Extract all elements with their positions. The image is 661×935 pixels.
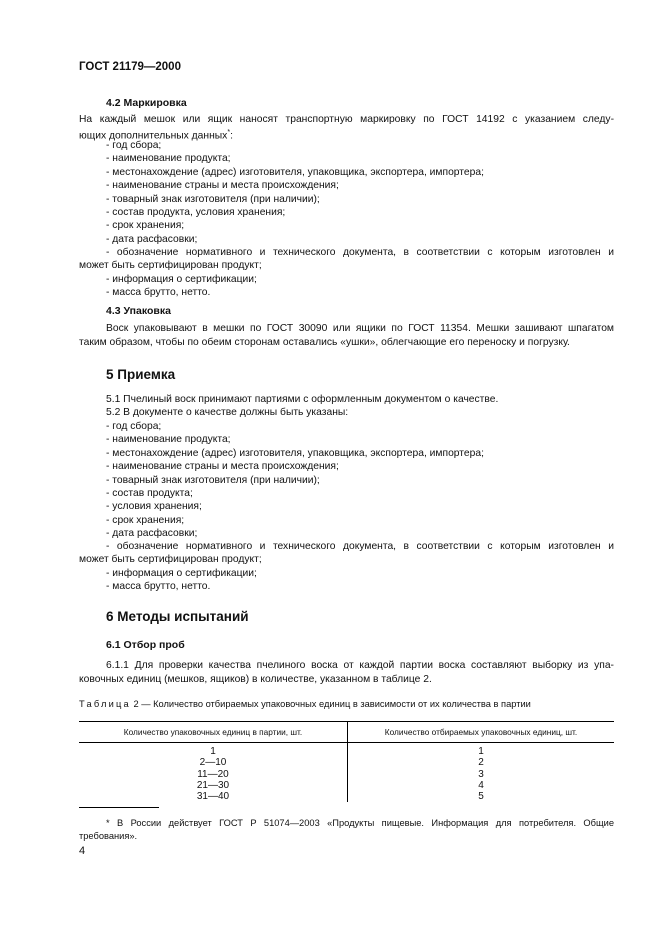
- list-item: - наименование продукта;: [106, 153, 231, 165]
- s43-line-1: Воск упаковывают в мешки по ГОСТ 30090 или ящики по ГОСТ 11354. Мешки зашивают шпагатом: [106, 323, 614, 334]
- footnote: [79, 817, 614, 843]
- table-cell: 2: [478, 757, 484, 769]
- s5-doc-line-2: может быть сертифицирован продукт;: [79, 554, 262, 565]
- list-item: - масса брутто, нетто.: [106, 581, 211, 593]
- table-2: [79, 721, 614, 802]
- list-item: - год сбора;: [106, 140, 162, 151]
- list-item: - товарный знак изготовителя (при наличии);: [106, 193, 320, 205]
- section-4-3-title: 4.3 Упаковка: [106, 305, 171, 317]
- section-4-2-title: 4.2 Маркировка: [106, 97, 187, 109]
- s611-line-1: 6.1.1 Для проверки качества пчелиного воска от каждой партии воска составляют выборку из упа-: [106, 660, 614, 671]
- table-cell: 11—20: [197, 768, 229, 780]
- table-cell: 2—10: [199, 757, 227, 769]
- table-caption-text: 2 — Количество отбираемых упаковочных единиц в зависимости от их количества в партии: [130, 699, 531, 709]
- standard-header: ГОСТ 21179—2000: [79, 61, 181, 73]
- section-6-title: 6 Методы испытаний: [106, 609, 249, 624]
- table-header-lot-units: Количество упаковочных единиц в партии, шт.: [79, 722, 348, 743]
- list-item: - состав продукта, условия хранения;: [106, 207, 286, 218]
- footnote-line-1: * В России действует ГОСТ Р 51074—2003 «Продукты пищевые. Информация для потребителя. Общие: [106, 818, 614, 828]
- list-item: - масса брутто, нетто.: [106, 287, 211, 299]
- section-6-1-title: 6.1 Отбор проб: [106, 639, 185, 651]
- s43-line-2: таким образом, чтобы по обеим сторонам оставались «ушки», облегчающие его переноску и погрузку.: [79, 337, 570, 348]
- list-item: - наименование продукта;: [106, 434, 231, 446]
- section-5-title: 5 Приемка: [106, 367, 176, 382]
- table-cell: 31—40: [196, 791, 230, 803]
- footnote-divider: [79, 807, 159, 808]
- table-cell: 1: [478, 746, 484, 757]
- table-header-sampled-units: Количество отбираемых упаковочных единиц, шт.: [348, 722, 615, 743]
- list-item: - наименование страны и места происхождения;: [106, 180, 339, 192]
- list-item: - срок хранения;: [106, 220, 185, 232]
- list-item: - срок хранения;: [106, 514, 185, 526]
- list-item: - местонахождение (адрес) изготовителя, упаковщика, экспортера, импортера;: [106, 447, 484, 459]
- list-item: - местонахождение (адрес) изготовителя, упаковщика, экспортера, импортера;: [106, 166, 484, 178]
- footnote-line-2: требования».: [79, 831, 138, 841]
- table-col-sampled-units: [348, 743, 615, 803]
- page-number: 4: [79, 845, 86, 857]
- list-item: - информация о сертификации;: [106, 274, 257, 285]
- s5-p52: 5.2 В документе о качестве должны быть указаны:: [106, 407, 349, 418]
- list-item: - год сбора;: [106, 421, 162, 432]
- table-cell: 4: [478, 779, 484, 791]
- s42-doc-line-1: - обозначение нормативного и технического документа, в соответствии с которым изготовлен и: [106, 247, 614, 258]
- list-item: - дата расфасовки;: [106, 233, 198, 245]
- list-item: - дата расфасовки;: [106, 528, 198, 540]
- list-item: - информация о сертификации;: [106, 568, 257, 579]
- table-cell: 5: [478, 791, 484, 803]
- s42-intro-line-2: ющих дополнительных данных*:: [79, 129, 233, 142]
- table-2-caption: [79, 699, 531, 709]
- s5-doc-line-1: - обозначение нормативного и технического документа, в соответствии с которым изготовлен и: [106, 541, 614, 552]
- list-item: - наименование страны и места происхождения;: [106, 461, 339, 473]
- s42-intro-line-1: На каждый мешок или ящик наносят транспортную маркировку по ГОСТ 14192 с указанием следу-: [79, 114, 614, 125]
- table-cell: 3: [478, 768, 484, 780]
- table-cell: 21—30: [196, 779, 230, 791]
- table-caption-label: Таблица: [79, 699, 131, 709]
- table-cell: 1: [210, 746, 216, 757]
- s611-line-2: ковочных единиц (мешков, ящиков) в количестве, указанном в таблице 2.: [79, 674, 432, 685]
- table-col-lot-units: [79, 743, 348, 803]
- list-item: - товарный знак изготовителя (при наличии);: [106, 474, 320, 486]
- footnote-mark: *: [227, 129, 231, 136]
- s42-doc-line-2: может быть сертифицирован продукт;: [79, 260, 262, 271]
- list-item: - условия хранения;: [106, 501, 202, 513]
- list-item: - состав продукта;: [106, 488, 193, 499]
- s5-p51: 5.1 Пчелиный воск принимают партиями с оформленным документом о качестве.: [106, 394, 499, 405]
